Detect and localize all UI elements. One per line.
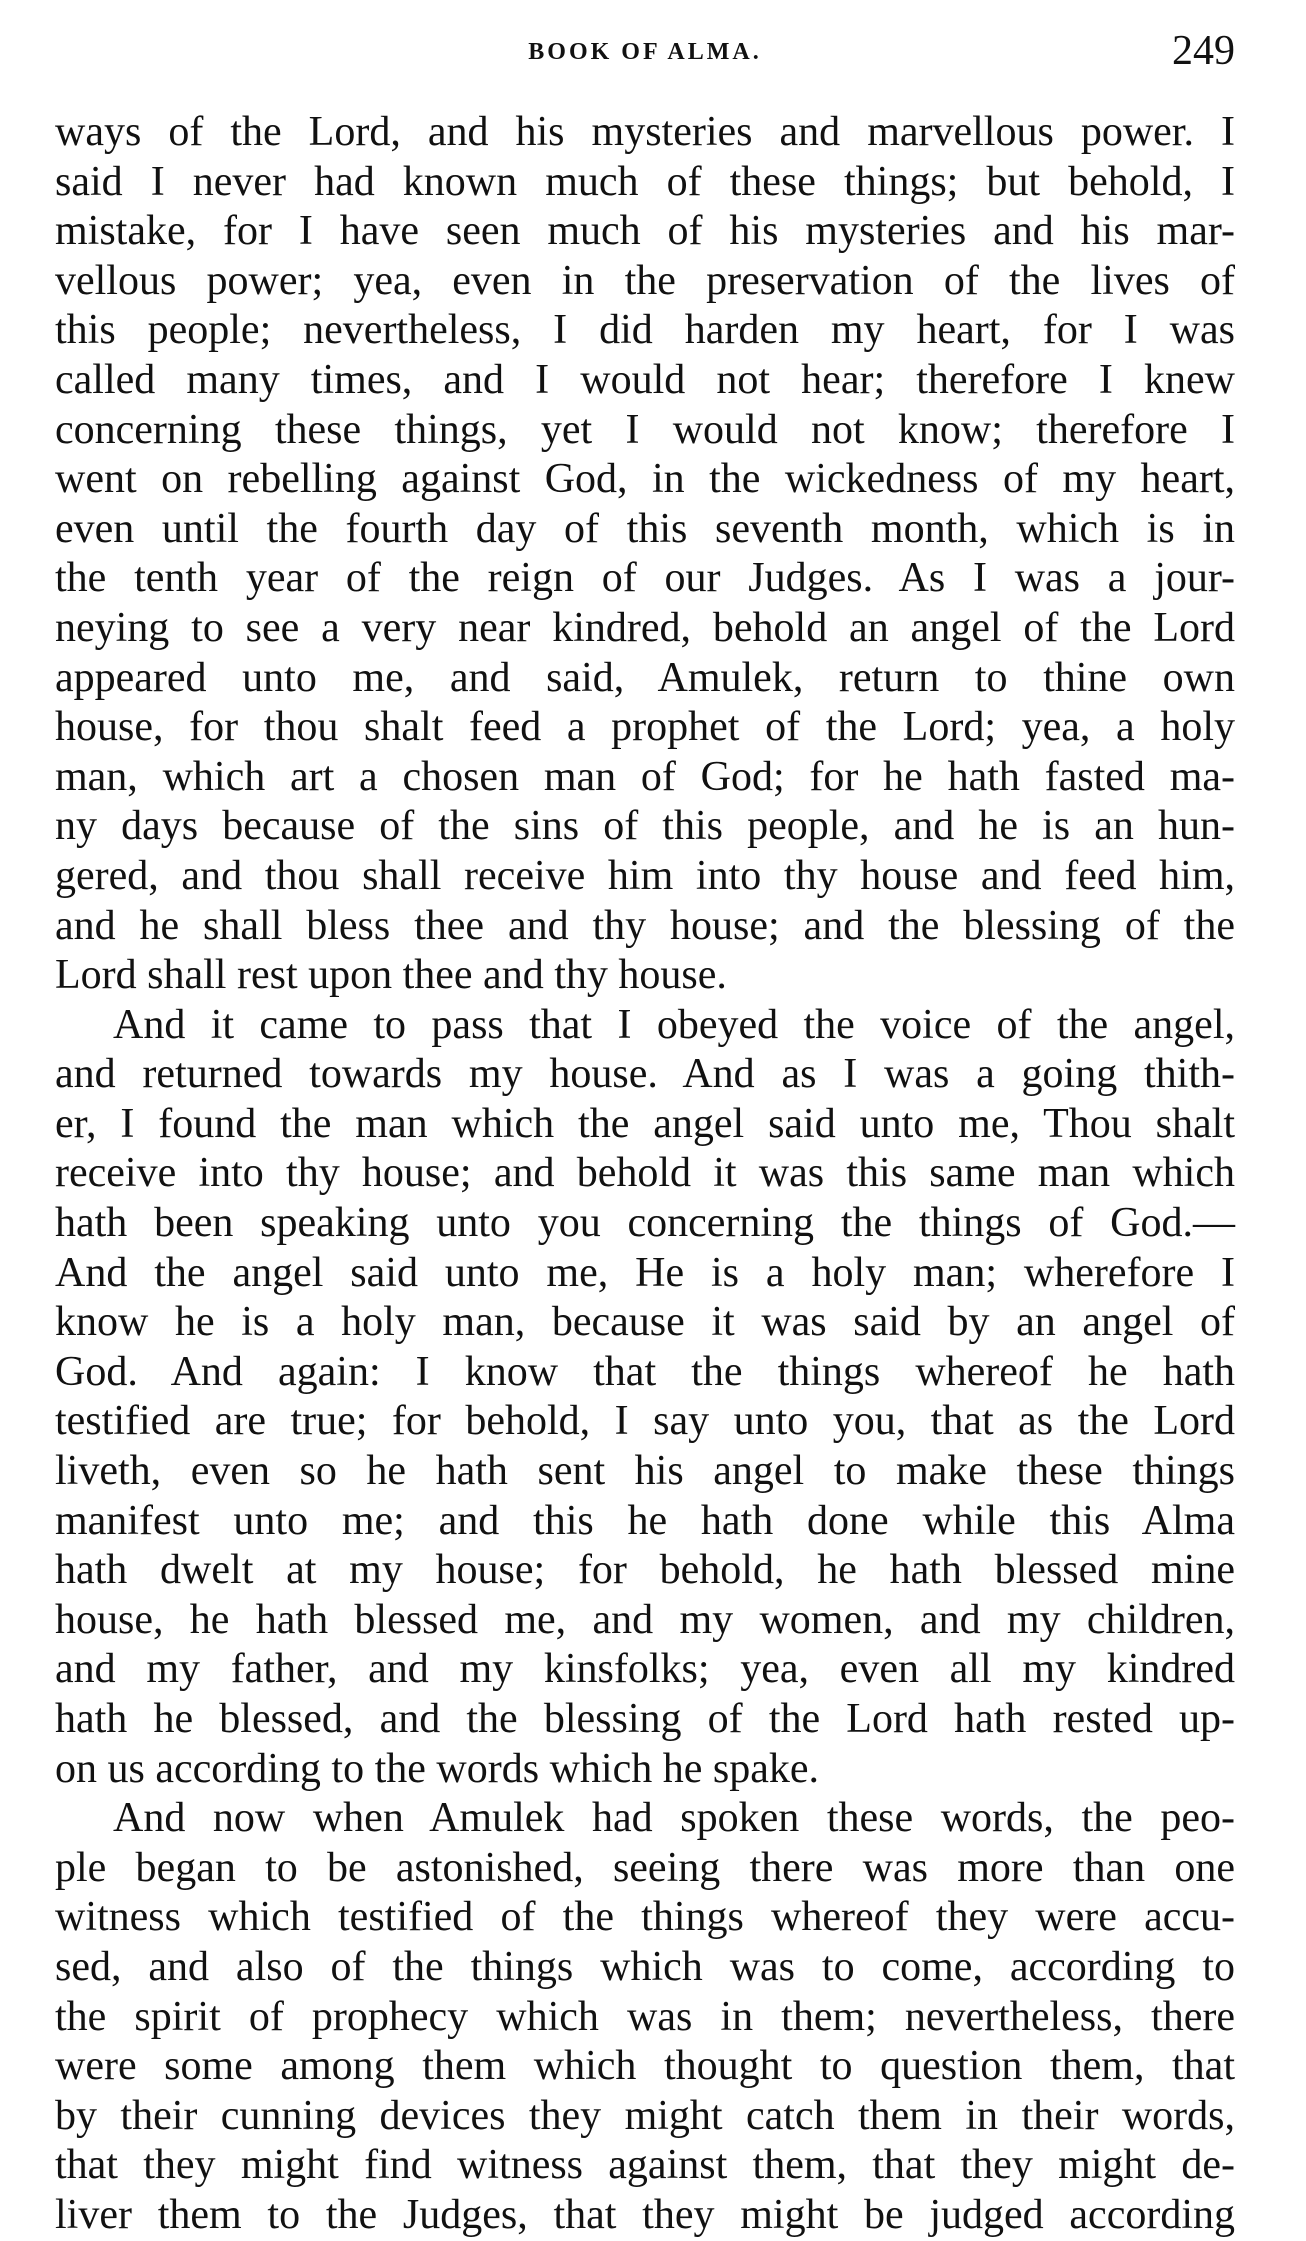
text-line: ple began to be astonished, seeing there was more than one (55, 1844, 1235, 1891)
text-line: ways of the Lord, and his mysteries and marvellous power. I (55, 109, 1235, 155)
text-line: said I never had known much of these things; but behold, I (55, 158, 1235, 205)
text-line: ny days because of the sins of this people, and he is an hun- (55, 803, 1235, 850)
text-line: house, he hath blessed me, and my women, and my children, (55, 1596, 1235, 1643)
text-line: were some among them which thought to question them, that (55, 2043, 1235, 2090)
text-line: hath he blessed, and the blessing of the Lord hath rested up- (55, 1696, 1235, 1742)
text-line: and my father, and my kinsfolks; yea, even all my kindred (55, 1646, 1235, 1693)
text-line: sed, and also of the things which was to come, according to (55, 1943, 1235, 1990)
text-line: vellous power; yea, even in the preservation of the lives of (55, 257, 1235, 304)
text-line: witness which testified of the things whereof they were accu- (55, 1894, 1235, 1941)
text-line: man, which art a chosen man of God; for he hath fasted ma- (55, 753, 1235, 800)
text-line: concerning these things, yet I would not know; therefore I (55, 406, 1235, 453)
text-line: and he shall bless thee and thy house; and the blessing of the (55, 902, 1235, 949)
paragraph (55, 1001, 1235, 1795)
text-line: gered, and thou shall receive him into thy house and feed him, (55, 852, 1235, 899)
text-line: went on rebelling against God, in the wickedness of my heart, (55, 456, 1235, 503)
text-line: the spirit of prophecy which was in them; nevertheless, there (55, 1993, 1235, 2040)
text-line: liveth, even so he hath sent his angel to make these things (55, 1448, 1235, 1495)
text-line: God. And again: I know that the things whereof he hath (55, 1348, 1235, 1395)
text-line: even until the fourth day of this seventh month, which is in (55, 505, 1235, 552)
text-line: mistake, for I have seen much of his mysteries and his mar- (55, 208, 1235, 255)
text-line: And it came to pass that I obeyed the voice of the angel, (113, 1001, 1235, 1048)
text-line: And the angel said unto me, He is a holy man; wherefore I (55, 1249, 1235, 1296)
text-line: house, for thou shalt feed a prophet of the Lord; yea, a holy (55, 704, 1235, 751)
text-line: liver them to the Judges, that they might be judged according (55, 2191, 1235, 2238)
paragraph (55, 108, 1235, 1001)
text-line: called many times, and I would not hear; therefore I knew (55, 356, 1235, 403)
page-number: 249 (1172, 28, 1235, 74)
text-line: the tenth year of the reign of our Judges. As I was a jour- (55, 555, 1235, 602)
running-head: BOOK OF ALMA. (528, 39, 762, 65)
text-line: And now when Amulek had spoken these words, the peo- (113, 1795, 1235, 1842)
text-line: neying to see a very near kindred, behold an angel of the Lord (55, 604, 1235, 651)
text-line: receive into thy house; and behold it was this same man which (55, 1150, 1235, 1197)
text-line: that they might find witness against them, that they might de- (55, 2142, 1235, 2189)
text-line: on us according to the words which he spake. (55, 1745, 819, 1792)
paragraph (55, 1794, 1235, 2240)
text-line: hath been speaking unto you concerning the things of God.— (55, 1200, 1235, 1247)
text-line: Lord shall rest upon thee and thy house. (55, 952, 727, 999)
text-line: appeared unto me, and said, Amulek, return to thine own (55, 654, 1235, 701)
text-line: manifest unto me; and this he hath done while this Alma (55, 1497, 1235, 1544)
text-line: hath dwelt at my house; for behold, he hath blessed mine (55, 1547, 1235, 1594)
text-line: this people; nevertheless, I did harden my heart, for I was (55, 307, 1235, 354)
text-line: and returned towards my house. And as I was a going thith- (55, 1051, 1235, 1098)
page-header (55, 25, 1235, 95)
text-line: testified are true; for behold, I say unto you, that as the Lord (55, 1398, 1235, 1445)
text-line: er, I found the man which the angel said unto me, Thou shalt (55, 1100, 1235, 1147)
text-line: know he is a holy man, because it was said by an angel of (55, 1299, 1235, 1346)
body-text (55, 108, 1235, 2241)
text-line: by their cunning devices they might catch them in their words, (55, 2092, 1235, 2139)
